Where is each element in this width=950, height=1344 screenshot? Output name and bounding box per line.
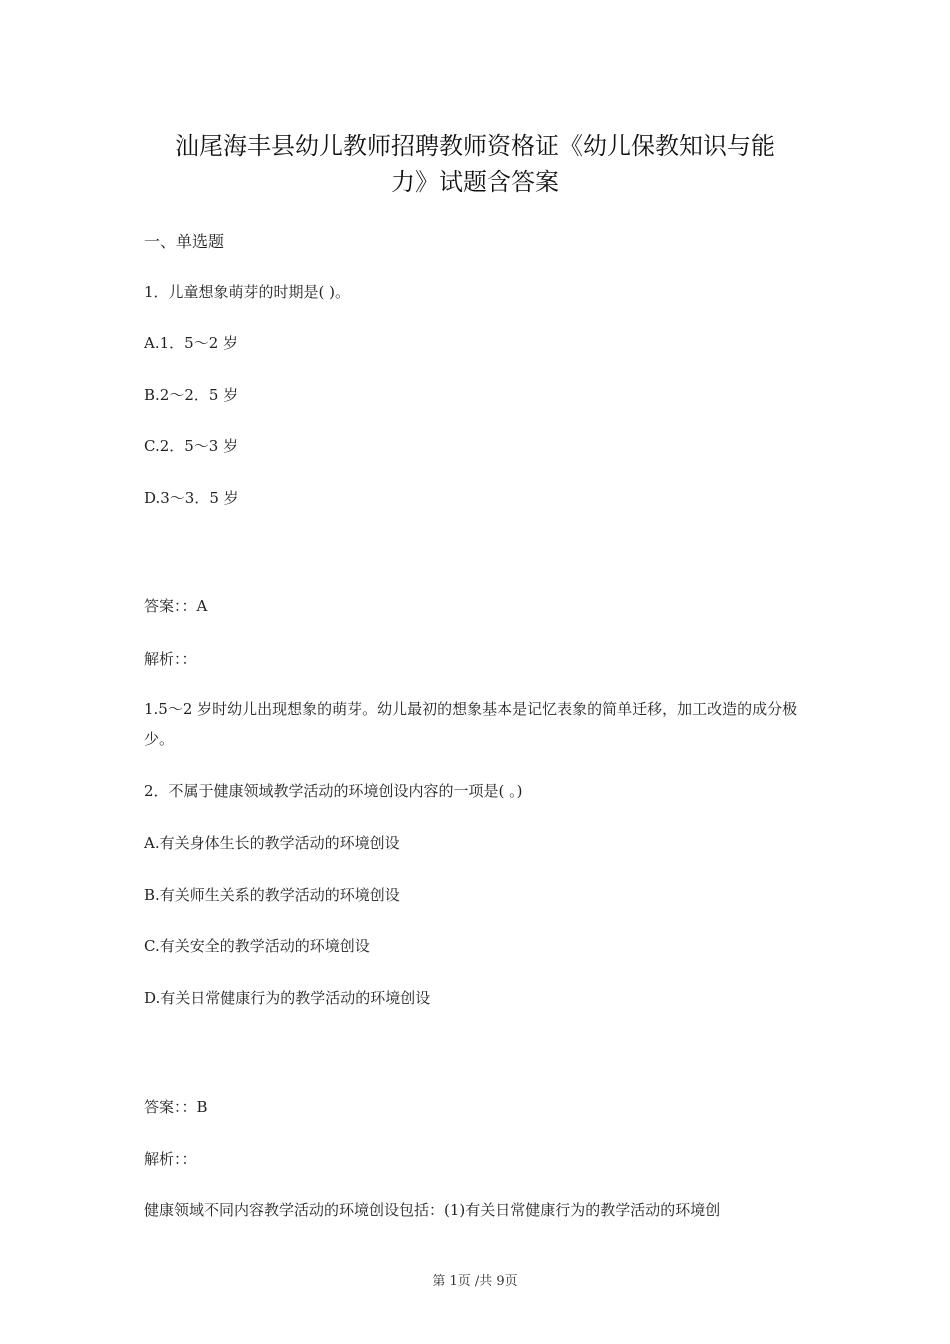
question-1-option-c: C.2．5～3 岁 xyxy=(144,437,239,455)
question-2-option-d: D.有关日常健康行为的教学活动的环境创设 xyxy=(144,989,431,1007)
question-2-option-c: C.有关安全的教学活动的环境创设 xyxy=(144,937,370,955)
section-heading: 一、单选题 xyxy=(144,232,225,251)
question-1-option-b: B.2～2．5 岁 xyxy=(144,386,239,404)
question-2-stem: 2．不属于健康领域教学活动的环境创设内容的一项是( 。) xyxy=(144,782,523,800)
question-2-analysis-label: 解析：： xyxy=(144,1150,197,1168)
document-title-line1: 汕尾海丰县幼儿教师招聘教师资格证《幼儿保教知识与能 xyxy=(175,132,775,160)
page-footer: 第 1页 /共 9页 xyxy=(432,1274,518,1289)
question-2-answer: 答案：：B xyxy=(144,1098,208,1116)
document-title-line2: 力》试题含答案 xyxy=(391,168,559,196)
question-1-option-d: D.3～3．5 岁 xyxy=(144,489,239,507)
question-2-option-b: B.有关师生关系的教学活动的环境创设 xyxy=(144,886,400,904)
question-1-stem: 1．儿童想象萌芽的时期是( )。 xyxy=(144,283,351,301)
question-2-option-a: A.有关身体生长的教学活动的环境创设 xyxy=(144,834,400,852)
question-1-option-a: A.1．5～2 岁 xyxy=(144,334,238,352)
question-2-analysis: 健康领域不同内容教学活动的环境创设包括：(1)有关日常健康行为的教学活动的环境创 xyxy=(144,1201,721,1219)
question-1-answer: 答案：：A xyxy=(144,597,208,615)
question-1-analysis-label: 解析：： xyxy=(144,650,197,668)
question-1-analysis: 1.5～2 岁时幼儿出现想象的萌芽。幼儿最初的想象基本是记忆表象的简单迁移，加工改造的成分极少。 xyxy=(144,700,798,748)
